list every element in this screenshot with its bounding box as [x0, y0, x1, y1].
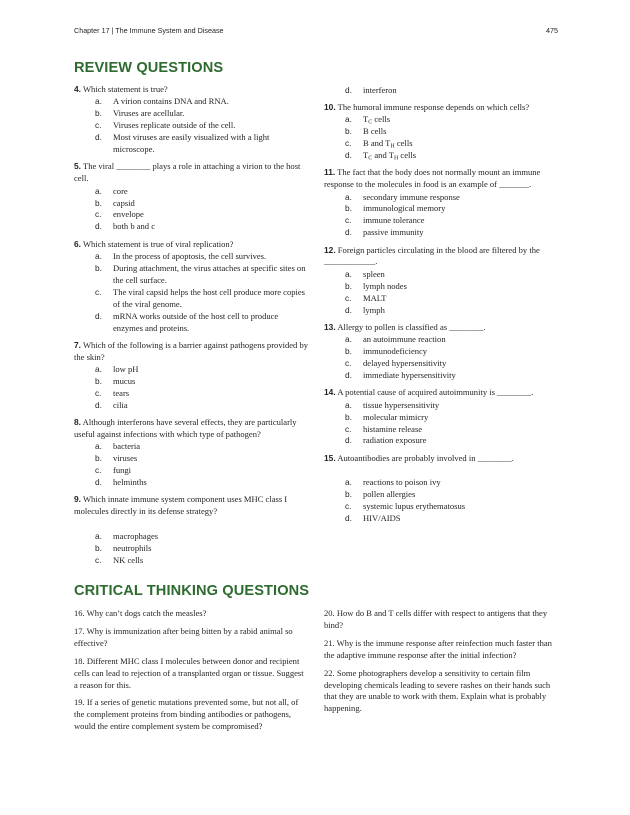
option-a: [74, 531, 309, 543]
question-12: [324, 245, 559, 317]
option-letter: b.: [95, 197, 102, 208]
question-text: Why is immunization after being bitten by a rabid animal so effective?: [74, 625, 293, 648]
question-text: Why is the immune response after reinfection much faster than the adaptive immune response after the initial infection?: [324, 637, 552, 660]
answer-options: [324, 85, 559, 97]
question-20: [324, 608, 556, 632]
critical-column-right: [324, 608, 556, 721]
option-letter: a.: [345, 191, 352, 202]
option-letter: d.: [95, 399, 102, 410]
option-letter: d.: [345, 370, 352, 380]
option-letter: d.: [345, 149, 352, 160]
answer-options: [74, 251, 309, 334]
option-text: secondary immune response: [363, 191, 460, 202]
option-letter: b.: [345, 126, 352, 137]
question-text: Which of the following is a barrier against pathogens provided by the skin?: [74, 339, 308, 362]
answer-options: [324, 334, 559, 382]
option-text: immune tolerance: [363, 215, 425, 226]
option-letter: d.: [345, 435, 352, 446]
question-21: [324, 638, 556, 662]
option-letter: c.: [95, 120, 102, 131]
option-letter: c.: [95, 554, 102, 565]
option-text: A virion contains DNA and RNA.: [113, 96, 229, 107]
question-18: [74, 656, 306, 692]
option-text: helminths: [113, 477, 147, 488]
option-text: passive immunity: [363, 227, 424, 238]
question-number: 8.: [74, 417, 81, 428]
question-13: [324, 322, 559, 382]
option-letter: b.: [95, 108, 102, 119]
option-text: bacteria: [113, 441, 141, 452]
option-c: [74, 388, 309, 400]
option-d: [324, 150, 559, 162]
question-number: 7.: [74, 339, 81, 350]
option-letter: c.: [345, 500, 352, 511]
option-letter: d.: [345, 304, 352, 315]
question-stem: [74, 84, 309, 96]
option-letter: a.: [95, 441, 102, 452]
spacer: [324, 465, 559, 477]
question-stem: [324, 322, 559, 334]
option-b: [74, 453, 309, 465]
option-a: [74, 441, 309, 453]
option-text: core: [113, 185, 128, 196]
option-text: [363, 114, 390, 124]
option-letter: d.: [345, 84, 352, 95]
critical-thinking-title: CRITICAL THINKING QUESTIONS: [74, 583, 310, 599]
question-number: 4.: [74, 84, 81, 94]
answer-options: [324, 114, 559, 162]
option-letter: c.: [95, 387, 102, 398]
option-c: [74, 287, 309, 311]
option-text: MALT: [363, 292, 387, 303]
option-text: tissue hypersensitivity: [363, 399, 440, 410]
question-15: [324, 453, 559, 525]
option-letter: d.: [345, 512, 352, 523]
option-c: [324, 501, 559, 513]
option-d: [74, 400, 309, 412]
text-part: cells: [372, 114, 391, 125]
answer-options: [324, 400, 559, 448]
question-text: The fact that the body does not normally mount an immune response to the molecules in food is an example of _______.: [324, 167, 541, 190]
option-letter: c.: [95, 465, 102, 476]
answer-options: [324, 192, 559, 240]
option-text: During attachment, the virus attaches at specific sites on the cell surface.: [113, 262, 306, 285]
question-22: [324, 668, 556, 716]
option-a: [324, 400, 559, 412]
option-b: [74, 198, 309, 210]
option-text: low pH: [113, 364, 139, 375]
option-text: capsid: [113, 197, 135, 208]
question-number: 20.: [324, 608, 335, 618]
question-text: A potential cause of acquired autoimmunity is ________.: [335, 387, 534, 398]
question-text: Different MHC class I molecules between donor and recipient cells can lead to rejection of a transplanted organ or tissue. Suggest a reason for this.: [74, 655, 304, 690]
question-number: 22.: [324, 667, 335, 678]
option-d: [324, 370, 559, 382]
question-text: Although interferons have several effects, they are particularly useful against infections with which type of pathogen?: [74, 417, 297, 440]
option-text: mucus: [113, 376, 136, 387]
option-d: [324, 305, 559, 317]
option-text: HIV/AIDS: [363, 512, 401, 523]
question-stem: [74, 161, 309, 185]
question-16: [74, 608, 306, 620]
option-letter: c.: [95, 209, 102, 220]
option-letter: a.: [95, 364, 102, 375]
option-text: envelope: [113, 209, 144, 220]
text-part: cells: [394, 138, 413, 149]
text-part: B and T: [363, 138, 391, 149]
option-d: [324, 435, 559, 447]
question-number: 5.: [74, 161, 81, 172]
option-text: histamine release: [363, 423, 423, 434]
option-a: [74, 186, 309, 198]
question-stem: [324, 167, 559, 191]
answer-options: [74, 186, 309, 234]
option-text: mRNA works outside of the host cell to produce enzymes and proteins.: [113, 310, 279, 333]
option-text: tears: [113, 387, 130, 398]
option-letter: a.: [95, 96, 102, 107]
option-a: [324, 334, 559, 346]
subscript: C: [368, 119, 373, 126]
option-letter: a.: [95, 185, 102, 196]
option-b: [324, 412, 559, 424]
question-stem: [74, 239, 309, 251]
option-text: delayed hypersensitivity: [363, 358, 447, 369]
option-text: an autoimmune reaction: [363, 334, 446, 345]
answer-options: [324, 269, 559, 317]
question-text: Some photographers develop a sensitivity to certain film developing chemicals leading to severe rashes on their hands such that they are unable to work with them. Explain what is probably happening.: [324, 667, 551, 714]
question-text: Allergy to pollen is classified as ________.: [335, 321, 486, 332]
option-text: pollen allergies: [363, 489, 416, 500]
option-text: molecular mimicry: [363, 411, 429, 422]
option-letter: a.: [95, 251, 102, 262]
question-5: [74, 161, 309, 233]
question-text: The humoral immune response depends on which cells?: [335, 101, 530, 112]
spacer: [74, 518, 309, 530]
question-number: 21.: [324, 637, 335, 648]
question-number: 15.: [324, 452, 336, 463]
question-stem: [74, 340, 309, 364]
option-text: immediate hypersensitivity: [363, 370, 456, 380]
option-letter: b.: [345, 411, 352, 422]
answer-options: [74, 364, 309, 412]
question-text: Which statement is true of viral replication?: [81, 238, 234, 249]
question-text: The viral ________ plays a role in attaching a virion to the host cell.: [74, 161, 301, 184]
option-letter: c.: [345, 215, 352, 226]
option-text: B cells: [363, 126, 387, 137]
option-text: In the process of apoptosis, the cell survives.: [113, 251, 267, 262]
option-letter: b.: [345, 203, 352, 214]
option-d: [324, 513, 559, 525]
option-text: Viruses replicate outside of the cell.: [113, 120, 236, 131]
option-letter: d.: [95, 132, 102, 143]
option-a: [74, 251, 309, 263]
option-text: immunological memory: [363, 203, 446, 214]
option-text: reactions to poison ivy: [363, 477, 441, 488]
page-header: [74, 26, 558, 38]
option-a: [324, 192, 559, 204]
subscript: H: [390, 143, 395, 150]
question-number: 17.: [74, 625, 85, 636]
option-c: [324, 293, 559, 305]
option-letter: b.: [95, 376, 102, 387]
question-number: 14.: [324, 387, 336, 398]
question-17: [74, 626, 306, 650]
question-stem: [324, 387, 559, 399]
option-d: [74, 221, 309, 233]
option-text: macrophages: [113, 530, 159, 541]
subscript: C: [368, 155, 373, 162]
question-number: 12.: [324, 244, 336, 255]
option-d: [74, 132, 309, 156]
option-d: [324, 85, 559, 97]
option-a: [324, 114, 559, 126]
option-letter: b.: [345, 489, 352, 500]
option-c: [74, 120, 309, 132]
option-a: [74, 364, 309, 376]
option-letter: d.: [345, 227, 352, 238]
option-b: [324, 203, 559, 215]
option-c: [74, 465, 309, 477]
option-text: viruses: [113, 453, 138, 464]
question-7: [74, 340, 309, 412]
subscript: H: [393, 155, 399, 162]
option-text: [363, 150, 416, 160]
option-text: The viral capsid helps the host cell produce more copies of the viral genome.: [113, 286, 306, 309]
question-stem: [74, 417, 309, 441]
option-b: [324, 489, 559, 501]
option-b: [324, 126, 559, 138]
option-c: [74, 555, 309, 567]
question-10: [324, 102, 559, 162]
question-number: 11.: [324, 167, 336, 178]
option-text: interferon: [363, 84, 397, 95]
option-letter: b.: [95, 542, 102, 553]
option-letter: a.: [345, 114, 352, 125]
text-part: cells: [398, 149, 417, 160]
question-text: Which statement is true?: [81, 84, 168, 94]
answer-options: [74, 96, 309, 156]
option-letter: d.: [95, 477, 102, 488]
option-a: [74, 96, 309, 108]
option-text: immunodeficiency: [363, 346, 428, 357]
question-text: Foreign particles circulating in the blood are filtered by the ____________.: [324, 244, 540, 267]
option-text: radiation exposure: [363, 435, 427, 446]
option-a: [324, 269, 559, 281]
question-text: Autoantibodies are probably involved in ________.: [335, 452, 514, 463]
option-text: NK cells: [113, 554, 144, 565]
question-9: [74, 494, 309, 566]
question-stem: [74, 494, 309, 518]
option-letter: c.: [345, 138, 352, 149]
option-letter: a.: [345, 268, 352, 279]
answer-options: [74, 441, 309, 489]
review-column-right: [324, 84, 559, 530]
answer-options: [324, 477, 559, 525]
question-9-continued: [324, 85, 559, 97]
option-b: [74, 263, 309, 287]
question-text: How do B and T cells differ with respect to antigens that they bind?: [324, 608, 548, 630]
option-text: cilia: [113, 399, 128, 410]
question-number: 13.: [324, 321, 336, 332]
question-6: [74, 239, 309, 335]
question-14: [324, 387, 559, 447]
option-letter: c.: [345, 358, 352, 369]
review-column-left: [74, 84, 309, 572]
option-b: [324, 281, 559, 293]
option-text: Viruses are acellular.: [113, 108, 185, 119]
option-letter: c.: [95, 286, 102, 297]
option-b: [74, 543, 309, 555]
option-letter: a.: [95, 530, 102, 541]
question-number: 10.: [324, 101, 336, 112]
option-text: neutrophils: [113, 542, 152, 553]
option-c: [74, 209, 309, 221]
text-part: and T: [372, 149, 394, 160]
question-stem: [324, 245, 559, 269]
option-c: [324, 358, 559, 370]
option-text: spleen: [363, 268, 385, 279]
option-text: fungi: [113, 465, 132, 476]
question-stem: [324, 102, 559, 114]
option-d: [74, 477, 309, 489]
question-11: [324, 167, 559, 239]
option-text: lymph nodes: [363, 280, 407, 291]
question-text: If a series of genetic mutations prevented some, but not all, of the complement proteins from binding antibodies or pathogens, would the entire complement system be compromised?: [74, 697, 299, 732]
question-8: [74, 417, 309, 489]
option-letter: a.: [345, 399, 352, 410]
option-b: [324, 346, 559, 358]
option-text: lymph: [363, 304, 385, 315]
question-number: 9.: [74, 494, 81, 505]
question-text: Why can’t dogs catch the measles?: [84, 608, 207, 618]
option-text: both b and c: [113, 221, 156, 232]
option-c: [324, 215, 559, 227]
option-d: [324, 227, 559, 239]
option-a: [324, 477, 559, 489]
option-letter: d.: [95, 310, 102, 321]
text-part: T: [363, 114, 369, 125]
question-text: Which innate immune system component uses MHC class I molecules directly in its defense strategy?: [74, 494, 288, 517]
question-19: [74, 697, 306, 733]
option-letter: b.: [95, 453, 102, 464]
question-stem: [324, 453, 559, 465]
option-text: Most viruses are easily visualized with a light microscope.: [113, 132, 270, 155]
option-text: [363, 138, 413, 148]
option-letter: c.: [345, 423, 352, 434]
option-text: systemic lupus erythematosus: [363, 500, 466, 511]
critical-column-left: [74, 608, 306, 739]
option-b: [74, 376, 309, 388]
option-b: [74, 108, 309, 120]
question-number: 6.: [74, 238, 81, 249]
question-number: 18.: [74, 655, 85, 666]
text-part: T: [363, 149, 369, 160]
page-number: 475: [546, 26, 558, 35]
option-letter: c.: [345, 292, 352, 303]
review-questions-title: REVIEW QUESTIONS: [74, 60, 224, 76]
question-number: 19.: [74, 697, 85, 708]
option-c: [324, 138, 559, 150]
question-4: [74, 84, 309, 156]
option-letter: b.: [345, 346, 352, 357]
option-letter: b.: [95, 262, 102, 273]
question-number: 16.: [74, 608, 85, 618]
option-letter: d.: [95, 221, 102, 232]
option-letter: a.: [345, 477, 352, 488]
option-letter: b.: [345, 280, 352, 291]
option-d: [74, 311, 309, 335]
chapter-title: Chapter 17 | The Immune System and Disease: [74, 26, 224, 35]
answer-options: [74, 531, 309, 567]
option-letter: a.: [345, 334, 352, 345]
option-c: [324, 424, 559, 436]
